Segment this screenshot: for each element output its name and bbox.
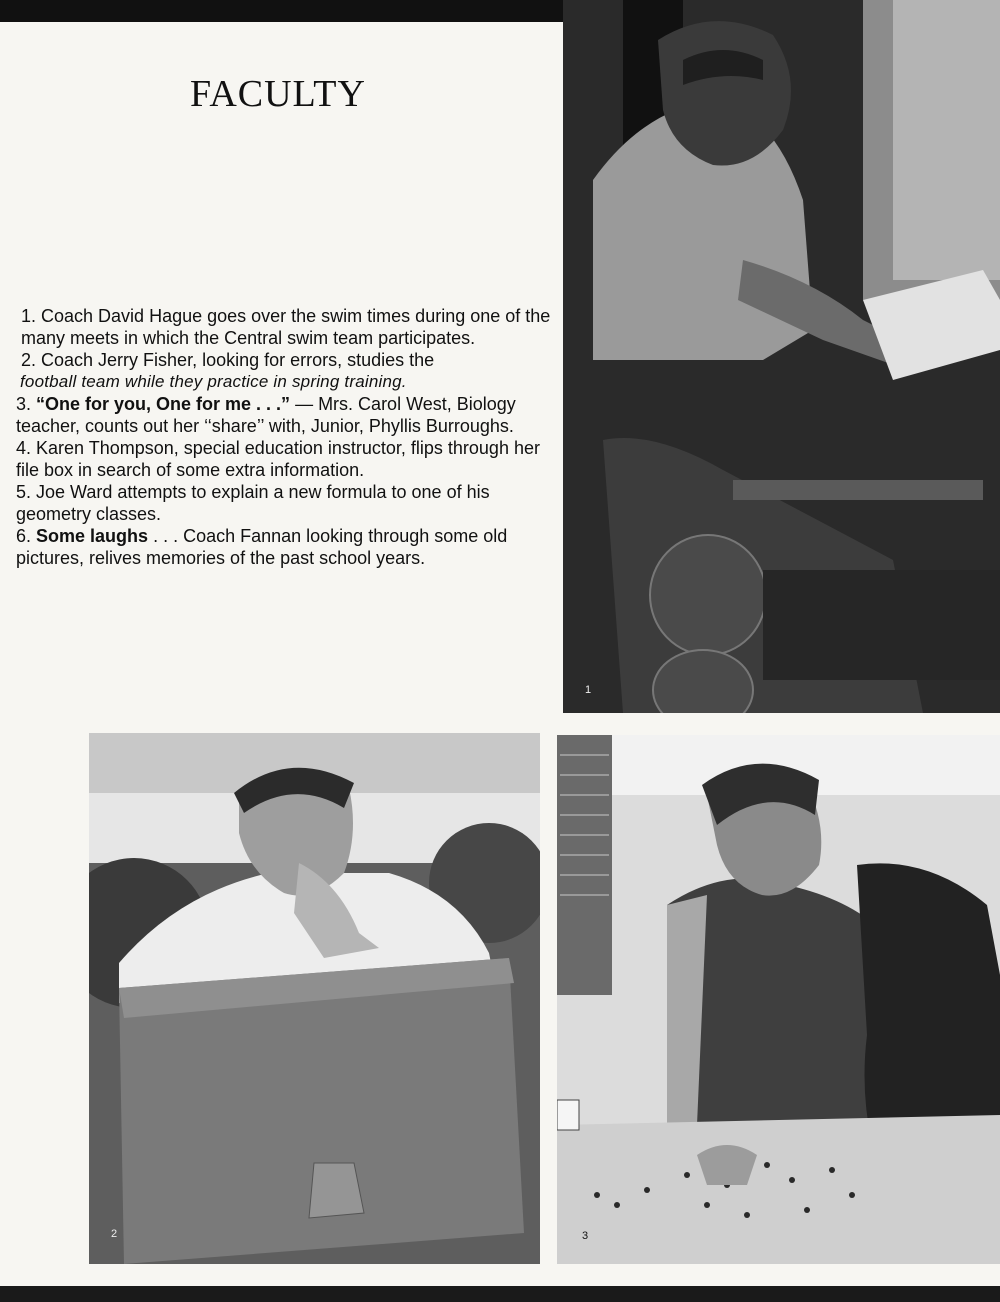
caption-6-number: 6.: [16, 526, 32, 546]
photo-2-number: 2: [111, 1228, 118, 1240]
caption-5: [16, 481, 556, 525]
caption-6-text: . . . Coach Fannan looking through some old pictures, relives memories of the past school years.: [16, 526, 508, 568]
caption-3: [16, 393, 556, 437]
page-title: FACULTY: [190, 73, 366, 115]
caption-6-bold: Some laughs: [36, 526, 149, 546]
caption-5-number: 5.: [16, 482, 32, 502]
photo-1-coach-writing: [563, 0, 1000, 713]
photo-2-coach-watching: [89, 733, 540, 1264]
caption-1: [16, 305, 556, 349]
bottom-black-bar: [0, 1286, 1000, 1302]
caption-2-number: 2.: [21, 350, 37, 370]
caption-2: [16, 349, 556, 371]
photo-1-illustration: [563, 0, 1000, 713]
caption-5-text: Joe Ward attempts to explain a new formula to one of his geometry classes.: [16, 482, 490, 524]
caption-2-text: Coach Jerry Fisher, looking for errors, studies the: [36, 350, 435, 370]
caption-4: [16, 437, 556, 481]
caption-3-bold: “One for you, One for me . . .”: [36, 394, 291, 414]
captions-block: [16, 305, 556, 569]
photo-3-number: 3: [582, 1230, 589, 1242]
caption-6: [16, 525, 556, 569]
caption-1-number: 1.: [21, 306, 37, 326]
top-black-bar: [0, 0, 570, 22]
caption-2-continuation: football team while they practice in spring training.: [20, 372, 407, 391]
caption-4-text: Karen Thompson, special education instructor, flips through her file box in search of some extra information.: [16, 438, 540, 480]
caption-1-text: Coach David Hague goes over the swim times during one of the many meets in which the Central swim team participates.: [21, 306, 551, 348]
caption-3-text: — Mrs. Carol West, Biology teacher, counts out her ‘‘share’’ with, Junior, Phyllis Burroughs.: [16, 394, 516, 436]
caption-3-number: 3.: [16, 394, 32, 414]
photo-3-teacher-counting: [557, 735, 1000, 1264]
photo-3-illustration: [557, 735, 1000, 1264]
caption-4-number: 4.: [16, 438, 32, 458]
photo-1-number: 1: [585, 684, 592, 696]
photo-2-illustration: [89, 733, 540, 1264]
